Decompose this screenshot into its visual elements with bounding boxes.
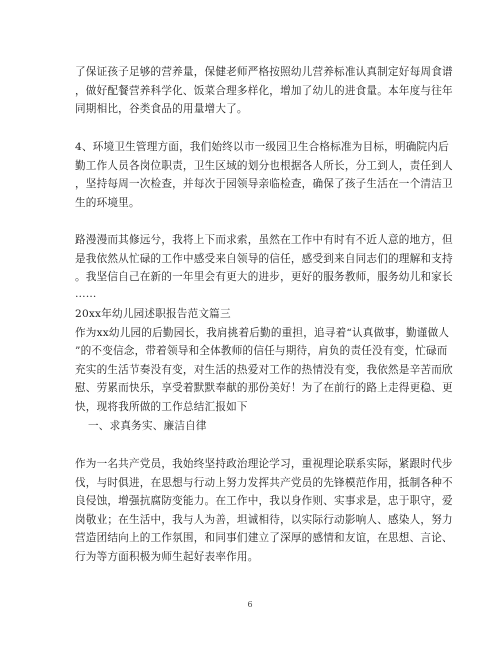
text-line: 营造团结向上的工作氛围，和同事们建立了深厚的感情和友谊，在思想、言论、 xyxy=(75,532,453,544)
text-line: 快，现将我所做的工作总结汇报如下 xyxy=(75,401,248,413)
page-number: 6 xyxy=(247,600,253,609)
text-line: ，做好配餐营养科学化、饭菜合理多样化，增加了幼儿的进食量。本年度与往年 xyxy=(75,85,453,97)
text-line: 路漫漫而其修远兮，我将上下而求索，虽然在工作中有时有不近人意的地方，但 xyxy=(75,234,453,246)
text-line: 生的环境里。 xyxy=(75,197,140,209)
ellipsis-line: …… xyxy=(75,288,97,300)
text-line: 作为一名共产党员，我始终坚持政治理论学习，重视理论联系实际，紧跟时代步 xyxy=(75,458,453,470)
text-line: 良侵蚀，增强抗腐防变能力。在工作中，我以身作则、实事求是，忠于职守，爱 xyxy=(75,495,453,507)
text-line: 岗敬业；在生活中，我与人为善，坦诚相待，以实际行动影响人、感染人，努力 xyxy=(75,514,453,526)
subsection-heading: 一、求真务实、廉洁自律 xyxy=(88,420,207,432)
text-line: 了保证孩子足够的营养量，保健老师严格按照幼儿营养标准认真制定好每周食谱 xyxy=(75,66,453,78)
text-line: ，坚持每周一次检查，并每次于园领导亲临检查，确保了孩子生活在一个清洁卫 xyxy=(75,178,453,190)
text-line: 作为xx幼儿园的后勤园长，我肩挑着后勤的重担，追寻着“认真做事，勤谨做人 xyxy=(75,327,450,339)
text-line: 。我坚信自己在新的一年里会有更大的进步，更好的服务教师，服务幼儿和家长 xyxy=(75,271,453,283)
text-line: 行为等方面积极为师生起好表率作用。 xyxy=(75,551,259,563)
text-line: 4、环境卫生管理方面，我们始终以市一级园卫生合格标准为目标，明确院内后 xyxy=(75,141,449,153)
text-line: 伐，与时俱进，在思想与行动上努力发挥共产党员的先锋模范作用，抵制各种不 xyxy=(75,477,453,489)
text-line: 同期相比，谷类食品的用量增大了。 xyxy=(75,103,248,115)
text-line: 勤工作人员各岗位职责，卫生区域的划分也根据各人所长，分工到人，责任到人 xyxy=(75,160,453,172)
text-line: ”的不变信念，带着领导和全体教师的信任与期待，肩负的责任没有变，忙碌而 xyxy=(75,345,448,357)
text-line: 慰、劳累而快乐，享受着默默奉献的那份美好！为了在前行的路上走得更稳、更 xyxy=(75,382,453,394)
text-line: 充实的生活节奏没有变，对生活的热爱对工作的热情没有变，我依然是辛苦而欣 xyxy=(75,364,453,376)
text-line: 是我依然从忙碌的工作中感受来自领导的信任，感受到来自同志们的理解和支持 xyxy=(75,253,453,265)
section-heading: 20xx年幼儿园述职报告范文篇三 xyxy=(75,308,231,320)
